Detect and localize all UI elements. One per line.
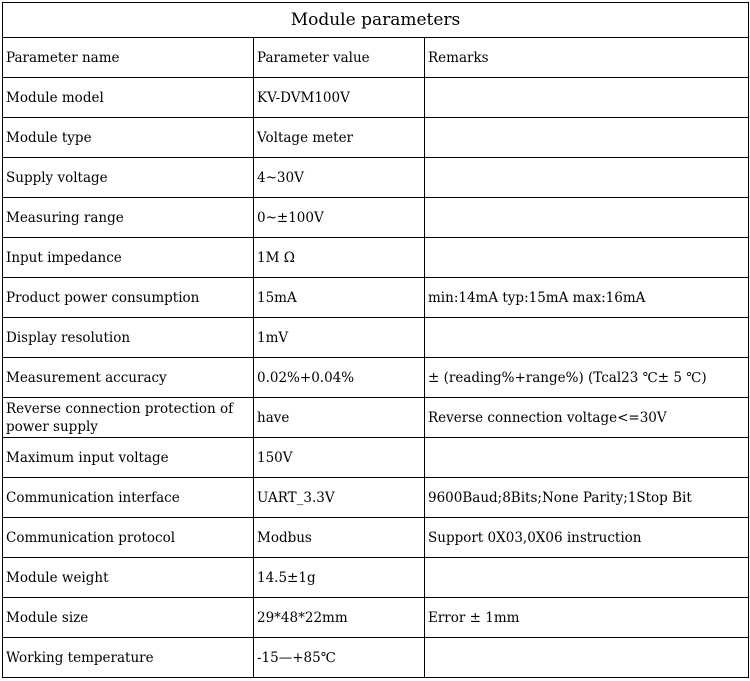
parameter-name-cell: Measuring range (3, 198, 254, 238)
table-row (3, 78, 749, 118)
parameter-value-cell: 4~30V (254, 158, 425, 198)
parameter-value-cell: 29*48*22mm (254, 598, 425, 638)
table-row (3, 398, 749, 438)
parameter-name-cell: Supply voltage (3, 158, 254, 198)
parameter-name-cell: Module size (3, 598, 254, 638)
header-parameter-value: Parameter value (254, 38, 425, 78)
parameter-value-cell: -15—+85℃ (254, 638, 425, 678)
parameter-value-cell: 1M Ω (254, 238, 425, 278)
remarks-cell (425, 118, 749, 158)
parameter-value-cell: UART_3.3V (254, 478, 425, 518)
table-row (3, 198, 749, 238)
parameter-value-cell: Voltage meter (254, 118, 425, 158)
parameter-value-cell: 150V (254, 438, 425, 478)
parameter-name-cell: Module weight (3, 558, 254, 598)
table-row (3, 438, 749, 478)
remarks-cell: Reverse connection voltage<=30V (425, 398, 749, 438)
parameter-name-cell: Working temperature (3, 638, 254, 678)
table-row (3, 118, 749, 158)
remarks-cell: 9600Baud;8Bits;None Parity;1Stop Bit (425, 478, 749, 518)
remarks-cell (425, 238, 749, 278)
table-row (3, 558, 749, 598)
remarks-cell: min:14mA typ:15mA max:16mA (425, 278, 749, 318)
table-row (3, 278, 749, 318)
remarks-cell (425, 78, 749, 118)
table-row (3, 238, 749, 278)
remarks-cell (425, 558, 749, 598)
remarks-cell: ± (reading%+range%) (Tcal23 ℃± 5 ℃) (425, 358, 749, 398)
table-row (3, 518, 749, 558)
remarks-cell (425, 318, 749, 358)
table-row (3, 158, 749, 198)
header-parameter-name: Parameter name (3, 38, 254, 78)
remarks-cell (425, 438, 749, 478)
parameter-value-cell: 0~±100V (254, 198, 425, 238)
parameter-name-cell: Module type (3, 118, 254, 158)
title-row (3, 3, 749, 38)
table-row (3, 638, 749, 678)
table-title: Module parameters (3, 3, 749, 38)
module-parameters-table (2, 2, 749, 678)
parameter-name-cell: Product power consumption (3, 278, 254, 318)
parameter-name-cell: Maximum input voltage (3, 438, 254, 478)
remarks-cell (425, 158, 749, 198)
parameter-name-cell: Display resolution (3, 318, 254, 358)
parameter-name-cell: Communication interface (3, 478, 254, 518)
remarks-cell: Support 0X03,0X06 instruction (425, 518, 749, 558)
parameter-value-cell: KV-DVM100V (254, 78, 425, 118)
header-row (3, 38, 749, 78)
table-row (3, 358, 749, 398)
parameter-value-cell: Modbus (254, 518, 425, 558)
remarks-cell (425, 198, 749, 238)
header-remarks: Remarks (425, 38, 749, 78)
parameter-name-cell: Reverse connection protection of power supply (3, 398, 254, 438)
parameter-value-cell: 14.5±1g (254, 558, 425, 598)
parameter-value-cell: 15mA (254, 278, 425, 318)
table-row (3, 318, 749, 358)
remarks-cell: Error ± 1mm (425, 598, 749, 638)
parameter-name-cell: Module model (3, 78, 254, 118)
parameter-value-cell: 1mV (254, 318, 425, 358)
parameter-value-cell: have (254, 398, 425, 438)
parameter-value-cell: 0.02%+0.04% (254, 358, 425, 398)
table-row (3, 478, 749, 518)
table-row (3, 598, 749, 638)
parameter-name-cell: Communication protocol (3, 518, 254, 558)
parameter-name-cell: Measurement accuracy (3, 358, 254, 398)
remarks-cell (425, 638, 749, 678)
parameter-name-cell: Input impedance (3, 238, 254, 278)
